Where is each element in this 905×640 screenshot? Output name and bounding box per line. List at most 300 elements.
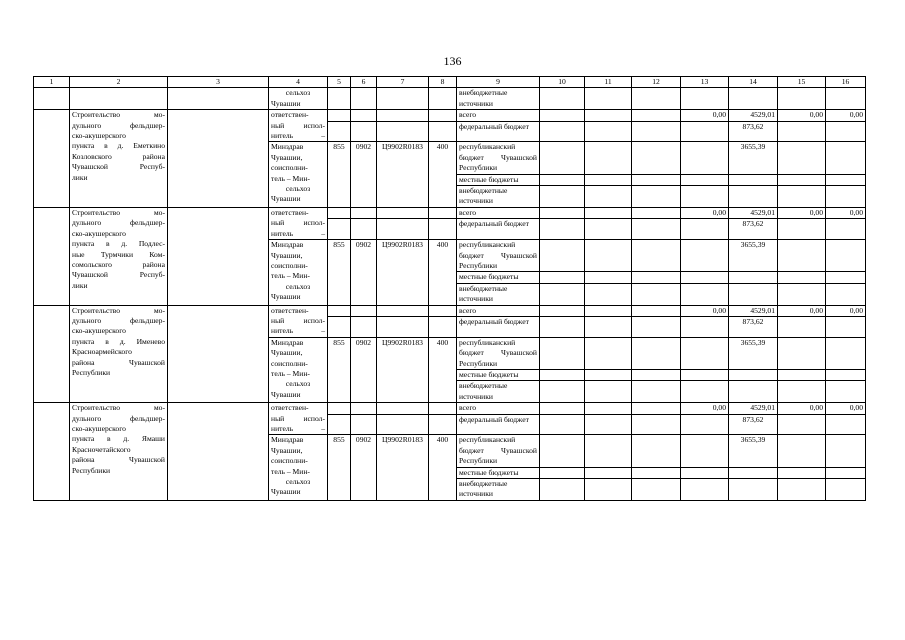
value-cell: 3655,39 <box>729 240 778 272</box>
value-cell: 0,00 <box>778 110 826 121</box>
text-line: дульного фельдшер- <box>72 218 165 228</box>
cell <box>632 142 681 174</box>
text-line: ные Турмчики Ком- <box>72 249 165 259</box>
text-line: ответствен- <box>271 403 309 413</box>
csr-code: Ц9902R0183 <box>377 337 429 402</box>
text-line <box>271 424 325 434</box>
funding-source: местные бюджеты <box>457 467 540 478</box>
cell <box>778 381 826 403</box>
text-line: сельхоз <box>285 184 311 194</box>
text-line: района Чувашской <box>72 357 165 367</box>
value-cell: 0,00 <box>826 305 866 316</box>
table-row <box>34 403 866 414</box>
cell <box>632 88 681 110</box>
rzpr-code: 0902 <box>351 240 377 305</box>
cell <box>585 219 632 240</box>
cell <box>168 305 269 403</box>
cell <box>34 88 70 110</box>
cell <box>34 305 70 403</box>
text-line: соисполни- <box>271 163 308 173</box>
table-row <box>34 110 866 121</box>
cell <box>585 110 632 121</box>
funding-source: местные бюджеты <box>457 174 540 185</box>
column-header: 5 <box>328 77 351 88</box>
cell <box>429 219 457 240</box>
cell <box>681 219 729 240</box>
funding-source: федеральный бюджет <box>457 121 540 142</box>
funding-source: республиканский бюджет Чувашской Республики <box>457 240 540 272</box>
text-line: Строительство мо- <box>72 305 165 315</box>
cell <box>585 435 632 467</box>
cell <box>632 121 681 142</box>
page-number: 136 <box>443 54 462 68</box>
funding-source: внебюджетные источники <box>457 381 540 403</box>
grbs-code: 855 <box>328 435 351 500</box>
cell <box>585 174 632 185</box>
value-cell: 0,00 <box>681 305 729 316</box>
cell <box>681 174 729 185</box>
cell <box>585 467 632 478</box>
cell <box>328 88 351 110</box>
cell <box>328 414 351 435</box>
value-cell: 873,62 <box>729 121 778 142</box>
text-line: Чувашии <box>271 292 301 302</box>
object-name <box>70 110 168 208</box>
cell <box>429 110 457 121</box>
value-cell: 0,00 <box>681 110 729 121</box>
cell <box>778 337 826 369</box>
text-line: района Чувашской <box>72 455 165 465</box>
text-line: Чувашии, <box>271 250 303 260</box>
cell <box>826 174 866 185</box>
cell <box>328 316 351 337</box>
text-line: лики <box>72 172 88 182</box>
text-line: ный испол- <box>271 315 325 325</box>
funding-source: внебюджетные источники <box>457 186 540 208</box>
cell <box>729 467 778 478</box>
cell <box>632 207 681 218</box>
cell <box>328 121 351 142</box>
cell <box>826 467 866 478</box>
text-line: внебюджетные <box>459 88 508 98</box>
text-line: Минздрав <box>271 435 304 445</box>
cell <box>328 219 351 240</box>
funding-source: федеральный бюджет <box>457 316 540 337</box>
cell <box>540 219 585 240</box>
text-line: ско-акушерского <box>72 131 126 141</box>
cell <box>729 272 778 283</box>
funding-source: всего <box>457 305 540 316</box>
cell <box>826 337 866 369</box>
cell <box>377 403 429 414</box>
cell <box>729 174 778 185</box>
cell <box>585 479 632 501</box>
cell <box>826 316 866 337</box>
csr-code: Ц9902R0183 <box>377 435 429 500</box>
cell <box>351 207 377 218</box>
funding-source: всего <box>457 403 540 414</box>
value-cell: 4529,01 <box>729 110 778 121</box>
cell <box>328 403 351 414</box>
column-header: 16 <box>826 77 866 88</box>
responsible-executor <box>269 240 328 305</box>
cell <box>377 207 429 218</box>
column-header: 10 <box>540 77 585 88</box>
column-header: 14 <box>729 77 778 88</box>
text-line: ско-акушерского <box>72 424 126 433</box>
cell <box>778 121 826 142</box>
value-cell: 3655,39 <box>729 435 778 467</box>
cell <box>540 305 585 316</box>
cell <box>269 88 328 110</box>
cell <box>377 305 429 316</box>
column-header: 3 <box>168 77 269 88</box>
text-line: Чувашской Респуб- <box>72 270 165 280</box>
column-header: 7 <box>377 77 429 88</box>
value-cell: 3655,39 <box>729 142 778 174</box>
cell <box>826 240 866 272</box>
cell <box>351 121 377 142</box>
cell <box>351 219 377 240</box>
cell <box>778 219 826 240</box>
cell <box>429 207 457 218</box>
cell <box>585 403 632 414</box>
cell <box>778 479 826 501</box>
rzpr-code: 0902 <box>351 337 377 402</box>
cell <box>540 435 585 467</box>
cell <box>585 207 632 218</box>
value-cell: 4529,01 <box>729 305 778 316</box>
cell <box>632 174 681 185</box>
value-cell: 0,00 <box>778 305 826 316</box>
cell <box>377 316 429 337</box>
cell <box>351 88 377 110</box>
text-line: сельхоз <box>285 88 311 98</box>
object-name <box>70 403 168 501</box>
cell <box>681 283 729 305</box>
cell <box>429 305 457 316</box>
cell <box>351 414 377 435</box>
cell <box>457 88 540 110</box>
cell <box>351 403 377 414</box>
text-fragment: нитель <box>271 424 294 433</box>
cell <box>632 305 681 316</box>
cell <box>729 283 778 305</box>
text-line: ответствен- <box>271 110 309 120</box>
cell <box>540 272 585 283</box>
text-line: Республики <box>72 367 111 377</box>
cell <box>826 414 866 435</box>
cell <box>168 403 269 501</box>
text-line: пункта в д. Ямаши <box>72 434 165 444</box>
text-line: Минздрав <box>271 142 304 152</box>
responsible-executor <box>269 337 328 402</box>
cell <box>632 186 681 208</box>
cell <box>826 369 866 380</box>
value-cell: 0,00 <box>826 403 866 414</box>
value-cell: 4529,01 <box>729 207 778 218</box>
cell <box>377 121 429 142</box>
cell <box>429 403 457 414</box>
cell <box>328 305 351 316</box>
cell <box>778 435 826 467</box>
text-line: Минздрав <box>271 337 304 347</box>
cell <box>778 142 826 174</box>
text-line: Чувашии, <box>271 348 303 358</box>
cell <box>429 316 457 337</box>
cell <box>34 110 70 208</box>
cell <box>826 435 866 467</box>
cell <box>429 121 457 142</box>
text-line: Чувашии, <box>271 445 303 455</box>
responsible-executor <box>269 435 328 500</box>
text-line: дульного фельдшер- <box>72 120 165 130</box>
text-line: пункта в д. Именево <box>72 336 165 346</box>
cell <box>826 272 866 283</box>
value-cell: 873,62 <box>729 316 778 337</box>
cell <box>632 435 681 467</box>
text-line <box>271 229 325 239</box>
cell <box>729 479 778 501</box>
cell <box>826 219 866 240</box>
funding-source: федеральный бюджет <box>457 219 540 240</box>
cell <box>632 403 681 414</box>
text-line: соисполни- <box>271 260 308 270</box>
cell <box>585 142 632 174</box>
text-line: ско-акушерского <box>72 228 126 238</box>
text-line: ответствен- <box>271 207 309 217</box>
value-cell: 0,00 <box>681 403 729 414</box>
cell <box>377 110 429 121</box>
cell <box>429 414 457 435</box>
value-cell: 3655,39 <box>729 337 778 369</box>
column-header: 11 <box>585 77 632 88</box>
cell <box>328 207 351 218</box>
text-line: Чувашии, <box>271 152 303 162</box>
cell <box>540 381 585 403</box>
cell <box>778 88 826 110</box>
text-line: соисполни- <box>271 456 308 466</box>
cell <box>681 467 729 478</box>
program-table <box>33 76 866 501</box>
cell <box>168 110 269 208</box>
cell <box>429 88 457 110</box>
responsible-executor <box>269 305 328 337</box>
column-header: 4 <box>269 77 328 88</box>
responsible-executor <box>269 207 328 239</box>
funding-source: республиканский бюджет Чувашской Республики <box>457 337 540 369</box>
value-cell: 0,00 <box>778 403 826 414</box>
cell <box>585 316 632 337</box>
value-cell: 873,62 <box>729 414 778 435</box>
text-line: ный испол- <box>271 218 325 228</box>
cell <box>585 283 632 305</box>
cell <box>585 369 632 380</box>
cell <box>632 414 681 435</box>
cell <box>540 467 585 478</box>
funding-source: внебюджетные источники <box>457 283 540 305</box>
text-line: сельхоз <box>285 477 311 487</box>
text-fragment: – <box>321 131 325 141</box>
cell <box>351 305 377 316</box>
column-header: 1 <box>34 77 70 88</box>
text-line: ответствен- <box>271 305 309 315</box>
cell <box>681 381 729 403</box>
text-line: тель – Мин- <box>271 173 310 183</box>
text-line: Чувашии <box>271 389 301 399</box>
text-line: пункта в д. Подлес- <box>72 239 165 249</box>
text-line: ско-акушерского <box>72 326 126 336</box>
cell <box>377 414 429 435</box>
funding-source: местные бюджеты <box>457 369 540 380</box>
cell <box>540 207 585 218</box>
cell <box>632 272 681 283</box>
text-line: лики <box>72 280 88 290</box>
text-line: Красноармейского <box>72 347 132 357</box>
funding-source: всего <box>457 207 540 218</box>
vr-code: 400 <box>429 337 457 402</box>
text-line: Строительство мо- <box>72 110 165 120</box>
column-header: 2 <box>70 77 168 88</box>
funding-source: республиканский бюджет Чувашской Республики <box>457 435 540 467</box>
column-header: 12 <box>632 77 681 88</box>
funding-source: федеральный бюджет <box>457 414 540 435</box>
column-header: 6 <box>351 77 377 88</box>
cell <box>826 283 866 305</box>
rzpr-code: 0902 <box>351 142 377 207</box>
table-row <box>34 207 866 218</box>
cell <box>681 142 729 174</box>
cell <box>632 219 681 240</box>
cell <box>778 414 826 435</box>
text-line: тель – Мин- <box>271 466 310 476</box>
funding-source: республиканский бюджет Чувашской Республики <box>457 142 540 174</box>
value-cell: 0,00 <box>826 207 866 218</box>
cell <box>826 142 866 174</box>
cell <box>540 110 585 121</box>
cell <box>34 403 70 501</box>
cell <box>540 316 585 337</box>
cell <box>540 414 585 435</box>
cell <box>826 381 866 403</box>
cell <box>681 186 729 208</box>
text-line <box>271 131 325 141</box>
text-line: тель – Мин- <box>271 368 310 378</box>
column-header: 15 <box>778 77 826 88</box>
text-line: сомольского района <box>72 259 165 269</box>
cell <box>632 110 681 121</box>
text-line: источники <box>459 98 493 108</box>
text-line: сельхоз <box>285 379 311 389</box>
responsible-executor <box>269 142 328 207</box>
grbs-code: 855 <box>328 142 351 207</box>
text-line: пункта в д. Еметкино <box>72 141 165 151</box>
text-line <box>271 326 325 336</box>
cell <box>681 435 729 467</box>
value-cell: 0,00 <box>681 207 729 218</box>
cell <box>778 316 826 337</box>
text-line: Красночетайского <box>72 444 131 454</box>
cell <box>778 174 826 185</box>
table-row <box>34 305 866 316</box>
cell <box>585 121 632 142</box>
grbs-code: 855 <box>328 240 351 305</box>
text-line: ный испол- <box>271 413 325 423</box>
cell <box>632 467 681 478</box>
cell <box>585 337 632 369</box>
value-cell: 873,62 <box>729 219 778 240</box>
cell <box>540 121 585 142</box>
cell <box>585 272 632 283</box>
value-cell: 0,00 <box>826 110 866 121</box>
cell <box>826 121 866 142</box>
text-line: Чувашии <box>271 487 301 497</box>
text-line: Чувашии <box>271 194 301 204</box>
cell <box>351 110 377 121</box>
continuation-row <box>34 88 866 110</box>
cell <box>778 283 826 305</box>
cell <box>540 369 585 380</box>
text-fragment: нитель <box>271 228 294 238</box>
text-line: соисполни- <box>271 358 308 368</box>
csr-code: Ц9902R0183 <box>377 142 429 207</box>
object-name <box>70 207 168 305</box>
text-line: сельхоз <box>285 281 311 291</box>
cell <box>681 88 729 110</box>
header-row <box>34 77 866 88</box>
text-line: Минздрав <box>271 240 304 250</box>
cell <box>585 414 632 435</box>
cell <box>681 240 729 272</box>
cell <box>632 369 681 380</box>
value-cell: 4529,01 <box>729 403 778 414</box>
cell <box>585 240 632 272</box>
cell <box>681 121 729 142</box>
cell <box>632 381 681 403</box>
text-fragment: – <box>321 228 325 238</box>
responsible-executor <box>269 110 328 142</box>
cell <box>729 369 778 380</box>
text-line: Козловского района <box>72 151 165 161</box>
value-cell: 0,00 <box>778 207 826 218</box>
cell <box>729 88 778 110</box>
cell <box>681 337 729 369</box>
csr-code: Ц9902R0183 <box>377 240 429 305</box>
vr-code: 400 <box>429 142 457 207</box>
cell <box>681 316 729 337</box>
cell <box>540 283 585 305</box>
text-line: Чувашии <box>271 98 301 108</box>
grbs-code: 855 <box>328 337 351 402</box>
column-header: 8 <box>429 77 457 88</box>
cell <box>585 381 632 403</box>
rzpr-code: 0902 <box>351 435 377 500</box>
cell <box>826 88 866 110</box>
cell <box>540 403 585 414</box>
cell <box>826 479 866 501</box>
cell <box>778 369 826 380</box>
text-line: ный испол- <box>271 120 325 130</box>
cell <box>585 305 632 316</box>
cell <box>585 88 632 110</box>
vr-code: 400 <box>429 240 457 305</box>
cell <box>729 381 778 403</box>
vr-code: 400 <box>429 435 457 500</box>
cell <box>681 369 729 380</box>
cell <box>34 207 70 305</box>
cell <box>681 272 729 283</box>
text-line: Строительство мо- <box>72 207 165 217</box>
